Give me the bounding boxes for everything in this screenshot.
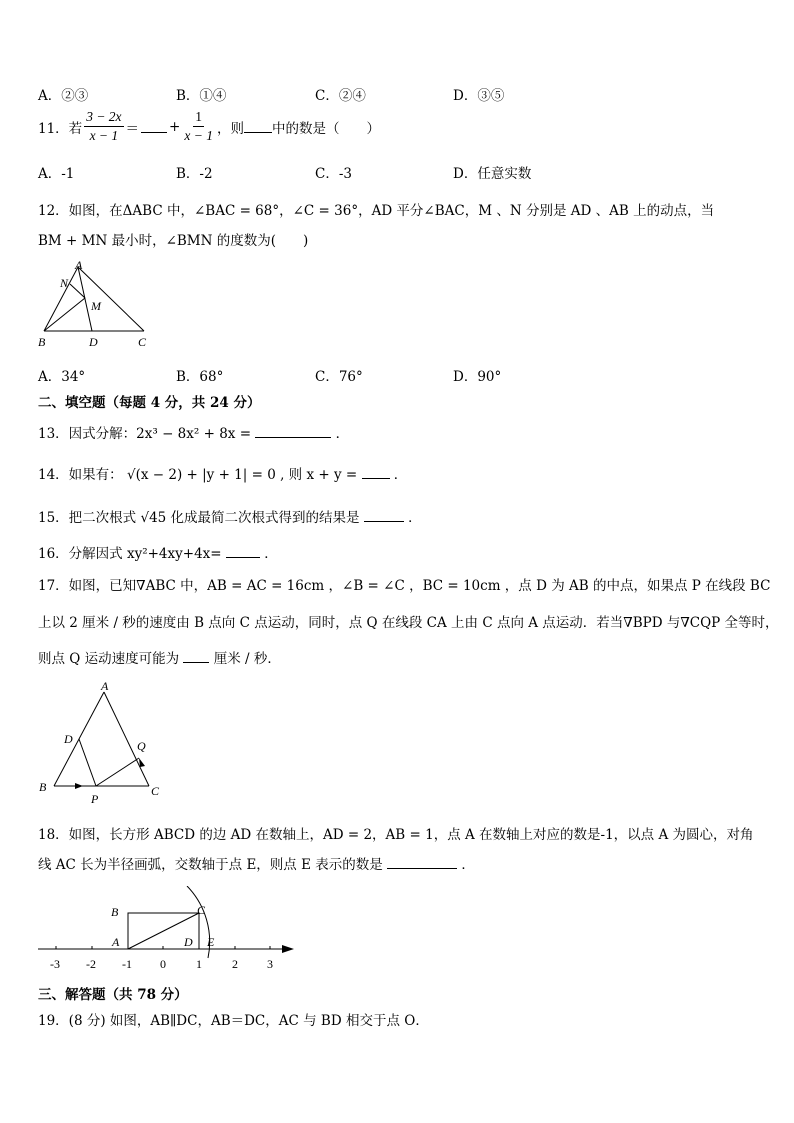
q17-line-2: 上以 2 厘米 / 秒的速度由 B 点向 C 点运动，同时，点 Q 在线段 CA 上由 C 点向 A 点运动．若当∇BPD 与∇CQP 全等时，	[38, 615, 779, 631]
q13-text: 13．因式分解：2x³ − 8x² + 8x =	[38, 426, 252, 442]
q11-fraction-2	[182, 108, 215, 145]
q14-expression: √(x − 2) + |y + 1| = 0 , 则 x + y =	[126, 467, 358, 483]
q14-end: ．	[393, 467, 408, 483]
q11-prefix: 11．若	[38, 120, 83, 137]
question-11	[38, 108, 380, 145]
q13-blank	[255, 425, 331, 438]
q12-line-2: BM + MN 最小时，∠BMN 的度数为( )	[38, 233, 309, 249]
q11-fraction-1	[84, 108, 123, 145]
q11-blank-1	[141, 120, 167, 133]
q11-frac2-num: 1	[193, 108, 204, 127]
q17-label-P: P	[91, 792, 99, 806]
q17-label-D: D	[64, 732, 73, 746]
q11-blank-2	[244, 120, 272, 133]
q15-blank	[364, 509, 404, 522]
q18-line-2-text: 线 AC 长为半径画弧，交数轴于点 E，则点 E 表示的数是	[38, 857, 383, 873]
q17-line-3a: 则点 Q 运动速度可能为	[38, 651, 180, 667]
q12-option-c: C．76°	[315, 369, 363, 385]
q12-label-B: B	[38, 335, 46, 349]
question-14	[38, 463, 407, 483]
q18-label-D: D	[184, 935, 193, 949]
q10-option-b: B．①④	[176, 88, 227, 104]
q16-end: ．	[264, 546, 278, 562]
q18-tick-label: -3	[50, 957, 60, 971]
q14-prefix: 14．如果有：	[38, 467, 123, 483]
q12-label-A: A	[75, 258, 83, 272]
q16-text: 16．分解因式 xy²+4xy+4x=	[38, 546, 222, 562]
arrow-icon	[75, 783, 83, 789]
q11-plus: +	[169, 118, 181, 135]
question-15	[38, 506, 422, 526]
q17-blank	[183, 650, 209, 663]
section-2-heading: 二、填空题（每题 4 分，共 24 分）	[38, 395, 261, 411]
q12-label-M: M	[91, 299, 101, 313]
q10-option-a: A．②③	[38, 88, 89, 104]
q18-line-1: 18．如图，长方形 ABCD 的边 AD 在数轴上，AD = 2，AB = 1，点 A 在数轴上对应的数是-1，以点 A 为圆心，对角	[38, 827, 754, 843]
q18-end: ．	[461, 857, 475, 873]
q12-triangle-figure	[36, 258, 156, 350]
q11-option-d: D．任意实数	[453, 166, 532, 182]
q17-label-A: A	[101, 679, 109, 693]
q12-label-N: N	[60, 276, 69, 290]
q18-tick-label: 1	[196, 957, 202, 971]
q17-label-Q: Q	[137, 739, 146, 753]
q11-frac1-num: 3 − 2x	[84, 108, 123, 127]
q18-label-C: C	[197, 903, 206, 917]
q18-number-line-figure	[36, 886, 296, 974]
q11-option-a: A．-1	[38, 166, 75, 182]
q11-eq: ＝	[125, 120, 140, 137]
q12-option-a: A．34°	[38, 369, 86, 385]
q17-label-B: B	[39, 780, 47, 794]
q11-option-c: C．-3	[315, 166, 352, 182]
q13-end: ．	[335, 426, 350, 442]
question-19: 19．(8 分) 如图，AB∥DC，AB＝DC，AC 与 BD 相交于点 O．	[38, 1013, 429, 1029]
arrow-icon	[139, 758, 145, 767]
q12-option-b: B．68°	[176, 369, 224, 385]
q12-option-d: D．90°	[453, 369, 502, 385]
q14-blank	[362, 466, 390, 479]
question-16	[38, 542, 278, 562]
q16-blank	[226, 545, 260, 558]
q18-tick-label: 2	[232, 957, 238, 971]
q18-label-A: A	[112, 935, 120, 949]
q17-line-1: 17．如图，已知∇ABC 中，AB = AC = 16cm ，∠B = ∠C ，BC = 10cm ，点 D 为 AB 的中点，如果点 P 在线段 BC	[38, 578, 771, 594]
q17-line-3	[38, 647, 281, 667]
q11-suffix: 中的数是（ ）	[271, 120, 380, 137]
q12-label-C: C	[138, 335, 147, 349]
q17-label-C: C	[151, 784, 160, 798]
q18-blank	[387, 856, 457, 869]
q15-text: 15．把二次根式 √45 化成最简二次根式得到的结果是	[38, 510, 360, 526]
q17-triangle-figure	[36, 676, 172, 808]
q10-option-c: C．②④	[315, 88, 366, 104]
q18-tick-label: -2	[86, 957, 96, 971]
question-13	[38, 422, 349, 442]
q10-option-d: D．③⑤	[453, 88, 505, 104]
q18-tick-label: -1	[122, 957, 132, 971]
arrow-icon	[282, 945, 294, 953]
q15-end: ．	[408, 510, 422, 526]
q11-frac1-den: x − 1	[89, 128, 119, 143]
q18-line-2	[38, 853, 475, 873]
q11-frac2-den: x − 1	[184, 128, 213, 143]
q12-line-1: 12．如图，在ΔABC 中，∠BAC = 68°，∠C = 36°，AD 平分∠BAC，M 、N 分别是 AD 、AB 上的动点，当	[38, 203, 715, 219]
q11-option-b: B．-2	[176, 166, 213, 182]
q18-tick-label: 3	[267, 957, 273, 971]
q18-tick-label: 0	[160, 957, 166, 971]
q18-label-E: E	[207, 935, 215, 949]
q18-label-B: B	[111, 905, 119, 919]
q11-mid: ，则	[216, 120, 244, 137]
section-3-heading: 三、解答题（共 78 分）	[38, 987, 188, 1003]
q12-label-D: D	[89, 335, 98, 349]
q17-line-3b: 厘米 / 秒．	[213, 651, 281, 667]
